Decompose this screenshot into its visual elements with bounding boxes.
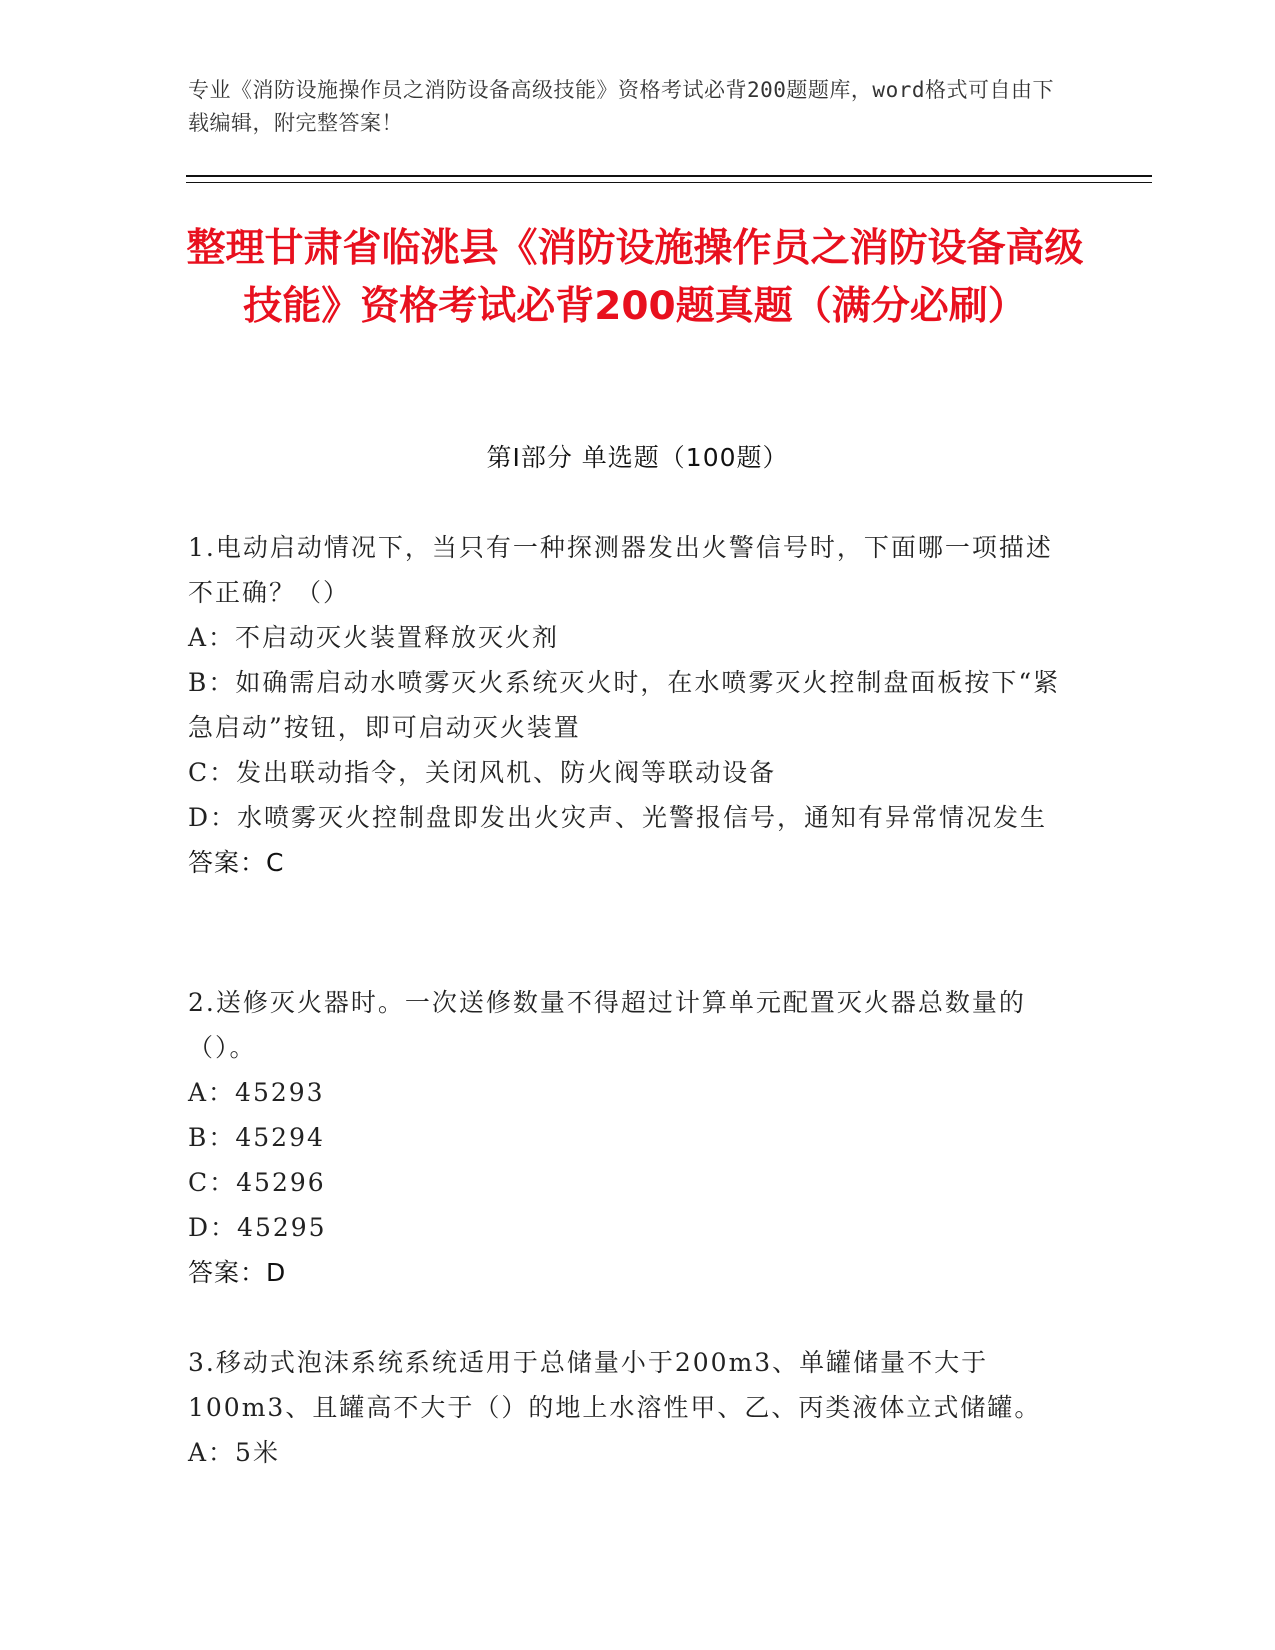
- option-a: A：不启动灭火装置释放灭火剂: [188, 623, 560, 652]
- section-heading: 第Ⅰ部分 单选题（100题）: [486, 443, 789, 472]
- option-b: B：如确需启动水喷雾灭火系统灭火时，在水喷雾灭火控制盘面板按下“紧急启动”按钮，即可启动灭火装置: [188, 668, 1061, 742]
- header-divider-thick: [186, 175, 1152, 177]
- option-a: A：5米: [188, 1438, 280, 1467]
- option-b: B：45294: [188, 1123, 325, 1152]
- option-c: C：45296: [188, 1168, 326, 1197]
- question-stem: 3.移动式泡沫系统系统适用于总储量小于200m3、单罐储量不大于100m3、且罐高不大于（）的地上水溶性甲、乙、丙类液体立式储罐。: [188, 1348, 1042, 1422]
- answer-line: 答案：C: [188, 848, 285, 877]
- option-c: C：发出联动指令，关闭风机、防火阀等联动设备: [188, 758, 777, 787]
- option-d: D：水喷雾灭火控制盘即发出火灾声、光警报信号，通知有异常情况发生: [188, 803, 1048, 832]
- option-d: D：45295: [188, 1213, 327, 1242]
- option-a: A：45293: [188, 1078, 325, 1107]
- question-stem: 2.送修灭火器时。一次送修数量不得超过计算单元配置灭火器总数量的（）。: [188, 988, 1026, 1062]
- question-block: [188, 525, 1073, 885]
- document-title: 整理甘肃省临洮县《消防设施操作员之消防设备高级技能》资格考试必背200题真题（满分必刷）: [186, 226, 1084, 329]
- question-stem: 1.电动启动情况下，当只有一种探测器发出火警信号时，下面哪一项描述不正确？（）: [188, 533, 1053, 607]
- header-note: 专业《消防设施操作员之消防设备高级技能》资格考试必背200题题库，word格式可自由下载编辑，附完整答案！: [188, 78, 1054, 135]
- question-block: [188, 980, 1073, 1295]
- header-divider-thin: [186, 182, 1152, 183]
- answer-line: 答案：D: [188, 1258, 287, 1287]
- question-block: [188, 1340, 1073, 1475]
